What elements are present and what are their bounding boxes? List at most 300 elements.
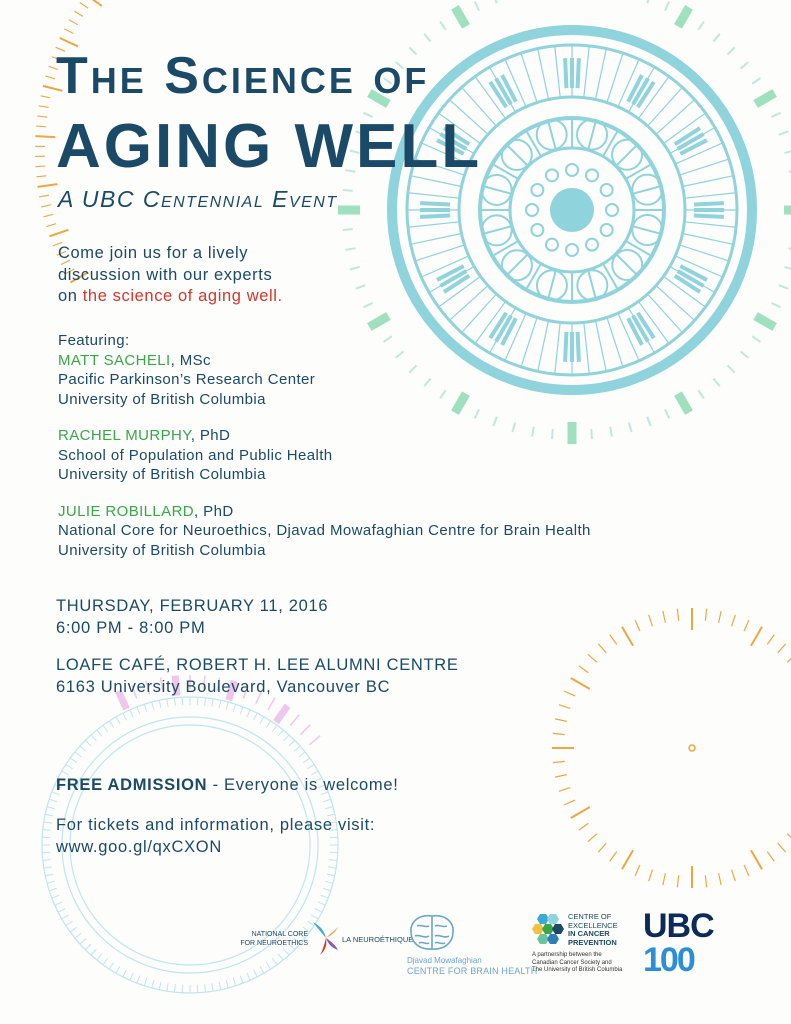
- clock-rail: [648, 87, 683, 126]
- clock-rail: [595, 321, 606, 372]
- event-date: THURSDAY, FEBRUARY 11, 2016: [56, 597, 329, 615]
- clock-numeral: [420, 203, 450, 204]
- tick-mark: [97, 730, 102, 736]
- tick-mark: [741, 351, 749, 357]
- tick-mark: [323, 799, 331, 801]
- clock-ornament: [526, 204, 538, 216]
- tick-mark: [62, 915, 69, 919]
- speaker-name: MATT SACHELI: [58, 351, 171, 369]
- tick-mark: [588, 654, 597, 662]
- intro-highlight: the science of aging well.: [82, 287, 283, 305]
- tick-mark: [564, 800, 575, 805]
- clock-numeral: [420, 216, 450, 217]
- cancer-sub-line: The University of British Columbia: [532, 967, 623, 974]
- clock-spoke: [483, 186, 512, 194]
- tick-mark: [97, 954, 102, 960]
- tick-mark: [175, 984, 176, 992]
- tickets-info: [56, 815, 375, 858]
- tick-mark: [103, 958, 108, 964]
- tick-mark: [571, 678, 590, 689]
- clock-rail: [648, 294, 683, 333]
- tick-mark: [116, 966, 120, 973]
- tick-mark: [159, 700, 161, 708]
- tick-mark: [767, 852, 774, 862]
- tick-mark: [159, 982, 161, 990]
- tick-mark: [751, 850, 762, 869]
- clock-spoke: [632, 186, 661, 194]
- featuring-heading: Featuring:: [58, 332, 130, 349]
- neuroethics-text: [236, 930, 308, 948]
- tick-mark: [80, 3, 88, 9]
- speaker-affiliation: University of British Columbia: [58, 390, 266, 408]
- tick-mark: [260, 717, 264, 724]
- tick-mark: [705, 609, 706, 621]
- tick-mark: [713, 34, 719, 42]
- clock-rail: [679, 245, 728, 261]
- tick-mark: [109, 962, 113, 969]
- tick-mark: [240, 707, 243, 714]
- tick-mark: [635, 620, 640, 631]
- tick-mark: [300, 725, 310, 735]
- tick-mark: [744, 620, 749, 631]
- tick-mark: [598, 843, 606, 852]
- tick-mark: [610, 852, 617, 862]
- event-time: 6:00 PM - 8:00 PM: [56, 618, 206, 637]
- tick-mark: [559, 705, 570, 709]
- ubc-wordmark: UBC: [643, 907, 714, 945]
- tick-mark: [647, 0, 650, 3]
- tick-mark: [219, 700, 221, 708]
- tick-mark: [44, 867, 52, 868]
- tick-mark: [744, 865, 749, 876]
- tick-mark: [622, 850, 633, 869]
- tick-mark: [137, 976, 140, 983]
- tick-mark: [226, 702, 228, 710]
- clock-rail: [683, 233, 734, 244]
- tick-mark: [787, 834, 791, 842]
- hexagon-cluster-icon: [532, 912, 564, 946]
- clock-rail: [595, 49, 606, 100]
- clock-ornament: [566, 164, 578, 176]
- tick-mark: [327, 874, 335, 876]
- tick-mark: [741, 62, 749, 68]
- tickets-link[interactable]: www.goo.gl/qxCXON: [56, 837, 222, 856]
- tick-mark: [289, 740, 295, 746]
- tick-mark: [732, 615, 736, 626]
- neuroethics-emblem-icon: [312, 920, 340, 956]
- tick-mark: [779, 131, 788, 134]
- clock-ornament: [531, 224, 543, 236]
- clock-rail: [408, 193, 460, 198]
- tick-mark: [325, 881, 333, 883]
- tick-mark: [116, 717, 120, 724]
- tick-mark: [424, 34, 430, 42]
- clock-spoke: [548, 121, 556, 150]
- speaker-affiliation: National Core for Neuroethics, Djavad Mowafaghian Centre for Brain Health: [58, 522, 591, 539]
- tick-mark: [35, 136, 55, 137]
- tick-mark: [610, 427, 612, 437]
- tick-mark: [167, 699, 168, 707]
- tick-mark: [233, 704, 235, 712]
- tick-mark: [555, 775, 567, 777]
- tick-mark: [47, 807, 55, 809]
- speaker-name: RACHEL MURPHY: [58, 427, 191, 444]
- tick-mark: [771, 303, 780, 307]
- brain-health-logo: [405, 912, 538, 978]
- tick-mark: [41, 96, 51, 98]
- neuroethics-french: LA NEUROÉTHIQUE: [342, 935, 414, 944]
- tick-mark: [622, 627, 633, 646]
- tick-mark: [233, 978, 235, 986]
- tick-mark: [553, 761, 565, 762]
- cancer-prevention-logo: [532, 912, 638, 982]
- tick-mark: [663, 611, 665, 623]
- tick-mark: [276, 706, 287, 722]
- brain-health-name: Djavad Mowafaghian: [407, 956, 482, 965]
- cancer-name-line: EXCELLENCE: [568, 920, 618, 930]
- ubc-100-wordmark: 100: [643, 941, 694, 979]
- tick-mark: [665, 409, 669, 418]
- clock-rail: [415, 245, 464, 261]
- clock-rail: [449, 286, 488, 321]
- tick-mark: [493, 0, 496, 3]
- tick-mark: [677, 609, 678, 621]
- speaker-degree: , MSc: [170, 351, 211, 369]
- tick-mark: [698, 390, 704, 398]
- clock-rail: [607, 53, 623, 102]
- tick-mark: [635, 865, 640, 876]
- admission-line: [56, 775, 399, 797]
- tick-mark: [677, 875, 678, 887]
- speaker-block: [58, 502, 591, 561]
- admission-strong: FREE ADMISSION: [56, 776, 208, 794]
- tick-mark: [649, 870, 653, 881]
- tick-mark: [756, 316, 775, 327]
- tick-mark: [85, 740, 91, 746]
- tick-mark: [440, 22, 446, 30]
- tick-mark: [785, 267, 791, 270]
- clock-rail: [684, 193, 736, 198]
- cancer-sub-line: Canadian Cancer Society and: [532, 959, 612, 966]
- tick-mark: [69, 20, 78, 25]
- tick-mark: [152, 980, 154, 988]
- cancer-sub-line: A partnership between the: [532, 952, 602, 958]
- clock-rail: [679, 159, 728, 175]
- tick-mark: [43, 830, 51, 831]
- clock-ornament: [601, 224, 613, 236]
- clock-ornament: [586, 169, 598, 181]
- tick-mark: [564, 691, 575, 696]
- cancer-centre-name: [568, 913, 618, 947]
- tick-mark: [49, 799, 57, 801]
- tick-mark: [785, 150, 791, 153]
- clock-rail: [462, 294, 497, 333]
- tick-mark: [343, 229, 353, 230]
- tick-mark: [678, 7, 689, 26]
- tick-mark: [64, 29, 73, 34]
- tick-mark: [756, 93, 775, 104]
- tick-mark: [46, 76, 56, 79]
- tick-mark: [284, 735, 289, 741]
- tick-mark: [60, 38, 78, 46]
- clock-spoke: [616, 254, 637, 275]
- speaker-degree: , PhD: [194, 502, 234, 520]
- tick-mark: [307, 764, 314, 768]
- brain-icon: [407, 912, 457, 954]
- clock-rail: [521, 53, 537, 102]
- tick-mark: [247, 973, 250, 980]
- tick-mark: [226, 980, 228, 988]
- clock-ornament: [566, 244, 578, 256]
- tick-mark: [39, 195, 49, 197]
- tick-mark: [58, 909, 65, 913]
- event-location: [56, 655, 459, 698]
- tick-mark: [553, 733, 565, 734]
- speaker-affiliation: University of British Columbia: [58, 541, 266, 559]
- clock-rail: [656, 286, 695, 321]
- cancer-partnership-text: [532, 952, 622, 975]
- orange-clock-illustration: [552, 608, 791, 888]
- speaker-name-line: [58, 502, 591, 522]
- tick-mark: [588, 834, 597, 842]
- tick-mark: [299, 752, 305, 757]
- tick-mark: [571, 807, 590, 818]
- tick-mark: [75, 933, 81, 938]
- clock-rail: [683, 176, 734, 187]
- tick-mark: [315, 909, 322, 913]
- tick-mark: [247, 710, 250, 717]
- clock-ornament: [546, 169, 558, 181]
- tick-mark: [559, 788, 570, 792]
- tick-mark: [123, 713, 127, 720]
- clock-ornament: [586, 239, 598, 251]
- tick-mark: [44, 822, 52, 823]
- tick-mark: [713, 379, 719, 387]
- tick-mark: [49, 230, 68, 237]
- speaker-block: [58, 351, 591, 410]
- tick-mark: [610, 635, 617, 645]
- tick-mark: [80, 746, 86, 751]
- tick-mark: [629, 423, 632, 433]
- tick-mark: [728, 366, 735, 373]
- intro-line: Come join us for a lively: [58, 244, 249, 262]
- tick-mark: [91, 949, 96, 955]
- tick-mark: [475, 2, 479, 11]
- clock-ornament: [606, 204, 618, 216]
- tick-mark: [318, 902, 325, 905]
- tick-mark: [787, 654, 791, 662]
- tick-mark: [254, 970, 258, 977]
- cancer-name-line: PREVENTION: [568, 937, 617, 947]
- tick-mark: [268, 698, 275, 710]
- tick-mark: [272, 725, 277, 731]
- tick-mark: [705, 875, 706, 887]
- speaker-affiliation: School of Population and Public Health: [58, 446, 333, 464]
- tick-mark: [144, 978, 146, 986]
- clock-numeral: [565, 58, 566, 88]
- event-datetime: [56, 596, 328, 639]
- tick-mark: [86, 0, 102, 6]
- clock-rail: [684, 222, 736, 227]
- tick-mark: [123, 970, 127, 977]
- cancer-name-line: CENTRE OF: [568, 912, 612, 921]
- tick-mark: [555, 719, 567, 721]
- tick-mark: [240, 976, 243, 983]
- tick-mark: [130, 710, 133, 717]
- tick-mark: [70, 758, 76, 763]
- intro-line: [58, 286, 283, 308]
- tick-mark: [771, 113, 780, 117]
- tick-mark: [66, 921, 73, 925]
- clock-rail: [607, 317, 623, 366]
- clock-spoke: [507, 145, 528, 166]
- clock-numeral: [578, 58, 579, 88]
- tick-mark: [46, 224, 56, 227]
- speaker-affiliation: University of British Columbia: [58, 466, 266, 483]
- clock-rail: [656, 100, 695, 135]
- tick-mark: [47, 881, 55, 883]
- tick-mark: [219, 982, 221, 990]
- tick-mark: [130, 973, 133, 980]
- tick-mark: [321, 895, 328, 898]
- clock-rail: [584, 46, 589, 98]
- speaker-name: JULIE ROBILLARD: [58, 502, 195, 520]
- tick-mark: [752, 78, 760, 84]
- tick-mark: [52, 895, 59, 898]
- tick-mark: [325, 807, 333, 809]
- intro-prefix: on: [58, 287, 83, 305]
- tick-mark: [323, 888, 331, 890]
- clock-spoke: [507, 254, 528, 275]
- tick-mark: [678, 394, 689, 413]
- clock-numeral: [694, 216, 724, 217]
- clock-ornament: [601, 184, 613, 196]
- tick-mark: [74, 11, 83, 16]
- speaker-name-line: [58, 351, 591, 371]
- tick-mark: [343, 190, 353, 191]
- clock-spoke: [548, 270, 556, 299]
- tick-mark: [455, 7, 466, 26]
- speaker-affiliation: Pacific Parkinson’s Research Center: [58, 371, 316, 388]
- tick-mark: [254, 713, 258, 720]
- speaker-name-line: [58, 426, 591, 446]
- tick-mark: [266, 962, 270, 969]
- tick-mark: [278, 730, 283, 736]
- featuring-section: [58, 331, 591, 560]
- clock-rail: [408, 222, 460, 227]
- clock-spoke: [588, 270, 596, 299]
- tick-mark: [579, 666, 589, 673]
- speaker-degree: , PhD: [190, 427, 231, 444]
- clock-rail: [538, 49, 549, 100]
- tick-mark: [294, 746, 300, 751]
- tick-mark: [103, 725, 108, 731]
- tick-mark: [36, 126, 46, 127]
- ubc100-logo: [643, 908, 735, 982]
- neuroethics-line: FOR NEUROETHICS: [240, 940, 308, 947]
- clock-numeral: [694, 203, 724, 204]
- tick-mark: [55, 902, 62, 905]
- tick-mark: [719, 611, 721, 623]
- tick-mark: [364, 303, 373, 307]
- event-subtitle: A UBC Centennial Event: [58, 186, 338, 212]
- event-title: The Science of: [56, 47, 430, 105]
- tick-mark: [752, 336, 760, 342]
- tick-mark: [369, 316, 388, 327]
- clock-spoke: [483, 226, 512, 234]
- tick-mark: [39, 106, 49, 108]
- tick-mark: [310, 736, 321, 745]
- event-venue: LOAFE CAFÉ, ROBERT H. LEE ALUMNI CENTRE: [56, 656, 459, 674]
- tick-mark: [144, 704, 146, 712]
- tick-mark: [328, 867, 336, 868]
- tick-mark: [579, 823, 589, 830]
- tick-mark: [70, 927, 76, 932]
- tick-mark: [91, 735, 96, 741]
- tick-mark: [175, 698, 176, 706]
- tick-mark: [152, 702, 154, 710]
- tick-mark: [75, 752, 81, 757]
- tick-mark: [356, 285, 365, 288]
- tick-mark: [719, 873, 721, 885]
- tick-mark: [767, 635, 774, 645]
- tick-mark: [779, 285, 788, 288]
- tick-mark: [37, 116, 47, 117]
- tick-mark: [137, 707, 140, 714]
- clock-rail: [555, 46, 560, 98]
- tick-mark: [665, 2, 669, 11]
- tick-mark: [80, 939, 86, 944]
- tick-mark: [663, 873, 665, 885]
- intro-text: [58, 243, 283, 308]
- tick-mark: [66, 764, 73, 768]
- tick-mark: [38, 184, 58, 187]
- tick-mark: [345, 248, 355, 250]
- tick-mark: [728, 47, 735, 54]
- speaker-block: [58, 426, 591, 485]
- cancer-name-line: IN CANCER: [568, 929, 610, 939]
- brain-health-centre: CENTRE FOR BRAIN HEALTH: [407, 966, 538, 976]
- tick-mark: [36, 166, 46, 167]
- tick-mark: [45, 874, 53, 876]
- tick-mark: [778, 644, 786, 653]
- tick-mark: [109, 721, 113, 728]
- tickets-text: For tickets and information, please visit:: [56, 816, 376, 834]
- clock-spoke: [632, 226, 661, 234]
- tick-mark: [290, 715, 299, 726]
- tick-mark: [751, 627, 762, 646]
- tick-mark: [41, 205, 51, 207]
- clock-spoke: [588, 121, 596, 150]
- tick-mark: [260, 966, 264, 973]
- event-address: 6163 University Boulevard, Vancouver BC: [56, 677, 391, 696]
- tick-mark: [647, 417, 650, 426]
- tick-mark: [303, 758, 309, 763]
- tick-mark: [598, 644, 606, 653]
- tick-mark: [649, 615, 653, 626]
- tick-mark: [591, 429, 592, 439]
- neuroethics-logo: [236, 918, 414, 962]
- tick-mark: [45, 814, 53, 816]
- admission-rest: - Everyone is welcome!: [207, 776, 399, 794]
- clock-rail: [411, 233, 462, 244]
- tick-mark: [350, 267, 360, 270]
- tick-mark: [36, 176, 46, 177]
- clock-ornament: [546, 239, 558, 251]
- tick-mark: [329, 860, 337, 861]
- tick-mark: [266, 721, 270, 728]
- tick-mark: [212, 983, 213, 991]
